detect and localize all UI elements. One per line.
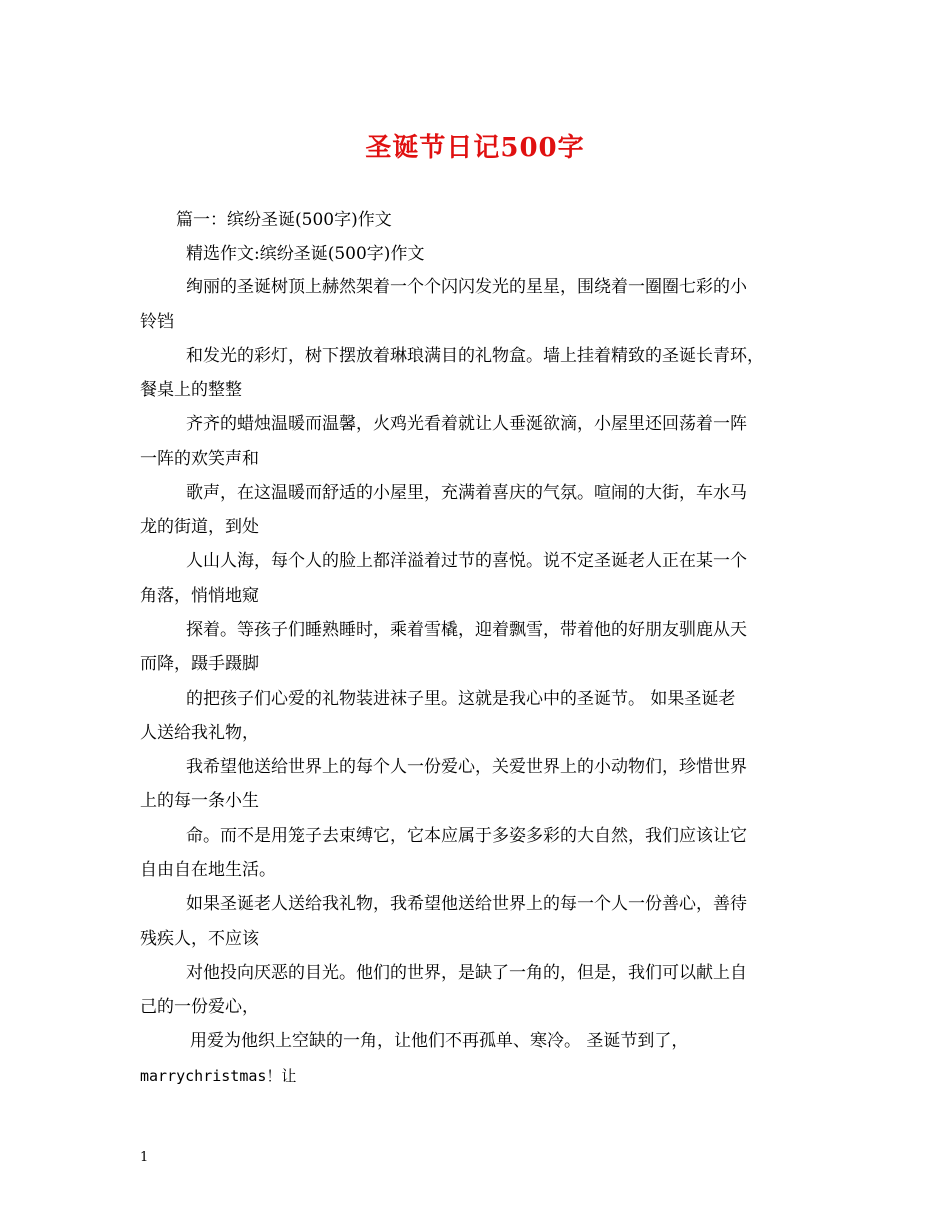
document-title: 圣诞节日记500字 (365, 133, 585, 163)
paragraph-line: 自由自在地生活。 (140, 860, 276, 880)
paragraph-line: 己的一份爱心， (140, 997, 259, 1017)
paragraph-line: 的把孩子们心爱的礼物装进袜子里。这就是我心中的圣诞节。 如果圣诞老 (186, 689, 736, 709)
paragraph-line: 我希望他送给世界上的每个人一份爱心，关爱世界上的小动物们，珍惜世界 (186, 757, 747, 777)
paragraph-line: 对他投向厌恶的目光。他们的世界，是缺了一角的，但是，我们可以献上自 (186, 963, 747, 983)
paragraph-line: 餐桌上的整整 (140, 380, 242, 400)
paragraph-line: 篇一：缤纷圣诞(500字)作文 (176, 210, 392, 230)
paragraph-line: 残疾人，不应该 (140, 929, 259, 949)
paragraph-line: 绚丽的圣诞树顶上赫然架着一个个闪闪发光的星星，围绕着一圈圈七彩的小 (186, 277, 747, 297)
paragraph-line: 命。而不是用笼子去束缚它，它本应属于多姿多彩的大自然，我们应该让它 (186, 826, 747, 846)
paragraph-line: marrychristmas！让 (140, 1067, 297, 1085)
paragraph-line: 探着。等孩子们睡熟睡时，乘着雪橇，迎着飘雪，带着他的好朋友驯鹿从天 (186, 620, 747, 640)
paragraph-line: 而降，蹑手蹑脚 (140, 654, 259, 674)
paragraph-line: 铃铛 (140, 312, 174, 332)
paragraph-line: 歌声，在这温暖而舒适的小屋里，充满着喜庆的气氛。喧闹的大街，车水马 (186, 483, 747, 503)
paragraph-line: 用爱为他织上空缺的一角，让他们不再孤单、寒冷。 圣诞节到了， (190, 1031, 689, 1051)
paragraph-line: 精选作文:缤纷圣诞(500字)作文 (186, 244, 425, 264)
paragraph-line: 上的每一条小生 (140, 791, 259, 811)
paragraph-line: 角落，悄悄地窥 (140, 586, 259, 606)
paragraph-line: 齐齐的蜡烛温暖而温馨，火鸡光看着就让人垂涎欲滴，小屋里还回荡着一阵 (186, 414, 747, 434)
paragraph-line: 和发光的彩灯，树下摆放着琳琅满目的礼物盒。墙上挂着精致的圣诞长青环， (186, 346, 764, 366)
paragraph-line: 龙的街道，到处 (140, 517, 259, 537)
paragraph-line: 一阵的欢笑声和 (140, 449, 259, 469)
page-number: 1 (140, 1150, 149, 1165)
paragraph-line: 人送给我礼物， (140, 723, 259, 743)
paragraph-line: 如果圣诞老人送给我礼物，我希望他送给世界上的每一个人一份善心，善待 (186, 894, 747, 914)
paragraph-line: 人山人海，每个人的脸上都洋溢着过节的喜悦。说不定圣诞老人正在某一个 (186, 551, 747, 571)
